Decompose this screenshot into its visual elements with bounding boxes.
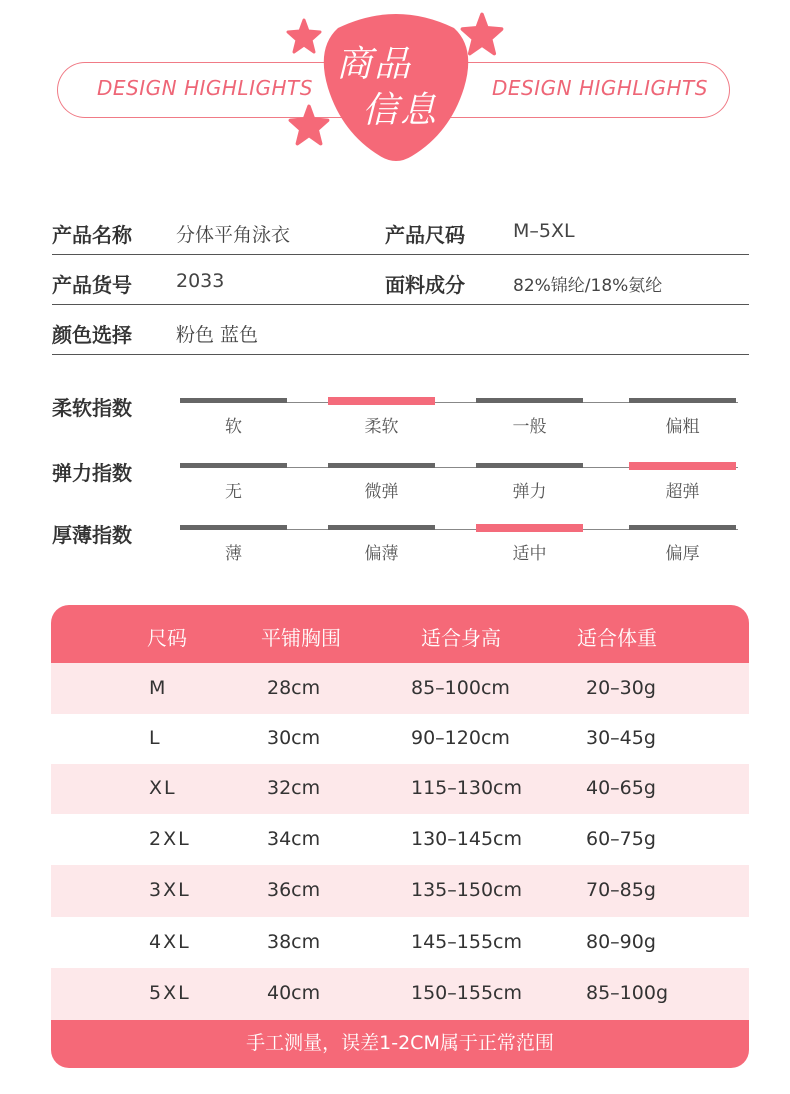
cell-height: 135–150cm	[411, 879, 522, 901]
index-option: 一般	[512, 417, 547, 437]
info-row	[52, 255, 749, 305]
star-icon	[286, 18, 322, 54]
section-header	[0, 0, 790, 180]
header-height: 适合身高	[421, 626, 501, 650]
cell-size: 4XL	[149, 931, 191, 953]
cell-size: 2XL	[149, 828, 191, 850]
cell-height: 130–145cm	[411, 828, 522, 850]
info-label-name: 产品名称	[52, 223, 132, 247]
elasticity-index	[52, 461, 752, 527]
index-option: 适中	[512, 544, 547, 564]
table-row	[51, 865, 749, 917]
info-label-sku: 产品货号	[52, 273, 132, 297]
table-row	[51, 917, 749, 968]
index-label: 柔软指数	[52, 396, 132, 420]
thickness-index	[52, 523, 752, 589]
badge-title-line1: 商品	[336, 44, 413, 85]
index-segment	[629, 398, 736, 403]
index-option: 弹力	[512, 482, 547, 502]
index-segment	[629, 462, 736, 470]
index-label: 弹力指数	[52, 461, 132, 485]
cell-weight: 40–65g	[586, 777, 656, 799]
design-highlights-right: DESIGN HIGHLIGHTS	[492, 76, 708, 100]
info-row	[52, 305, 749, 355]
header-chest: 平铺胸围	[261, 626, 341, 650]
design-highlights-left: DESIGN HIGHLIGHTS	[97, 76, 313, 100]
cell-height: 150–155cm	[411, 982, 522, 1004]
star-icon	[288, 104, 330, 146]
index-option: 偏粗	[665, 417, 700, 437]
index-segment	[328, 525, 435, 530]
cell-size: XL	[149, 777, 177, 799]
cell-weight: 80–90g	[586, 931, 656, 953]
cell-chest: 40cm	[267, 982, 321, 1004]
cell-height: 90–120cm	[411, 727, 510, 749]
cell-height: 85–100cm	[411, 677, 510, 699]
cell-size: M	[149, 677, 168, 699]
index-option: 无	[225, 482, 242, 502]
size-table-footnote: 手工测量，误差1-2CM属于正常范围	[51, 1020, 749, 1068]
index-option: 超弹	[665, 482, 700, 502]
info-label-color: 颜色选择	[52, 323, 132, 347]
cell-chest: 32cm	[267, 777, 321, 799]
info-value-fabric: 82%锦纶/18%氨纶	[513, 276, 663, 296]
index-segment	[629, 525, 736, 530]
cell-size: 5XL	[149, 982, 191, 1004]
info-value-size: M–5XL	[513, 220, 575, 242]
index-segment	[476, 463, 583, 468]
cell-chest: 28cm	[267, 677, 321, 699]
index-segment	[476, 524, 583, 532]
cell-height: 115–130cm	[411, 777, 522, 799]
index-option: 软	[225, 417, 242, 437]
cell-size: L	[149, 727, 162, 749]
cell-weight: 70–85g	[586, 879, 656, 901]
cell-weight: 20–30g	[586, 677, 656, 699]
index-segment	[180, 398, 287, 403]
size-table-header	[51, 605, 749, 663]
cell-chest: 34cm	[267, 828, 321, 850]
size-table	[51, 605, 749, 1068]
table-row	[51, 764, 749, 814]
softness-index	[52, 396, 752, 462]
index-segment	[476, 398, 583, 403]
cell-chest: 30cm	[267, 727, 321, 749]
index-option: 薄	[225, 544, 242, 564]
index-segment	[180, 525, 287, 530]
info-value-color: 粉色 蓝色	[176, 324, 259, 346]
index-segment	[180, 463, 287, 468]
table-row	[51, 714, 749, 764]
index-label: 厚薄指数	[52, 523, 132, 547]
cell-weight: 60–75g	[586, 828, 656, 850]
table-row	[51, 663, 749, 714]
cell-size: 3XL	[149, 879, 191, 901]
info-label-fabric: 面料成分	[385, 273, 465, 297]
cell-chest: 36cm	[267, 879, 321, 901]
index-segment	[328, 397, 435, 405]
cell-height: 145–155cm	[411, 931, 522, 953]
index-option: 微弹	[364, 482, 399, 502]
cell-chest: 38cm	[267, 931, 321, 953]
table-row	[51, 814, 749, 865]
badge-title-line2: 信息	[362, 90, 439, 131]
index-segment	[328, 463, 435, 468]
cell-weight: 85–100g	[586, 982, 669, 1004]
index-option: 偏薄	[364, 544, 399, 564]
table-row	[51, 968, 749, 1020]
info-label-size: 产品尺码	[385, 223, 465, 247]
star-icon	[460, 12, 504, 56]
index-option: 柔软	[364, 417, 399, 437]
product-info-table	[52, 205, 749, 355]
header-weight: 适合体重	[577, 626, 657, 650]
cell-weight: 30–45g	[586, 727, 656, 749]
header-size: 尺码	[147, 626, 187, 650]
info-row	[52, 205, 749, 255]
info-value-sku: 2033	[176, 270, 225, 292]
info-value-name: 分体平角泳衣	[176, 224, 291, 246]
index-option: 偏厚	[665, 544, 700, 564]
